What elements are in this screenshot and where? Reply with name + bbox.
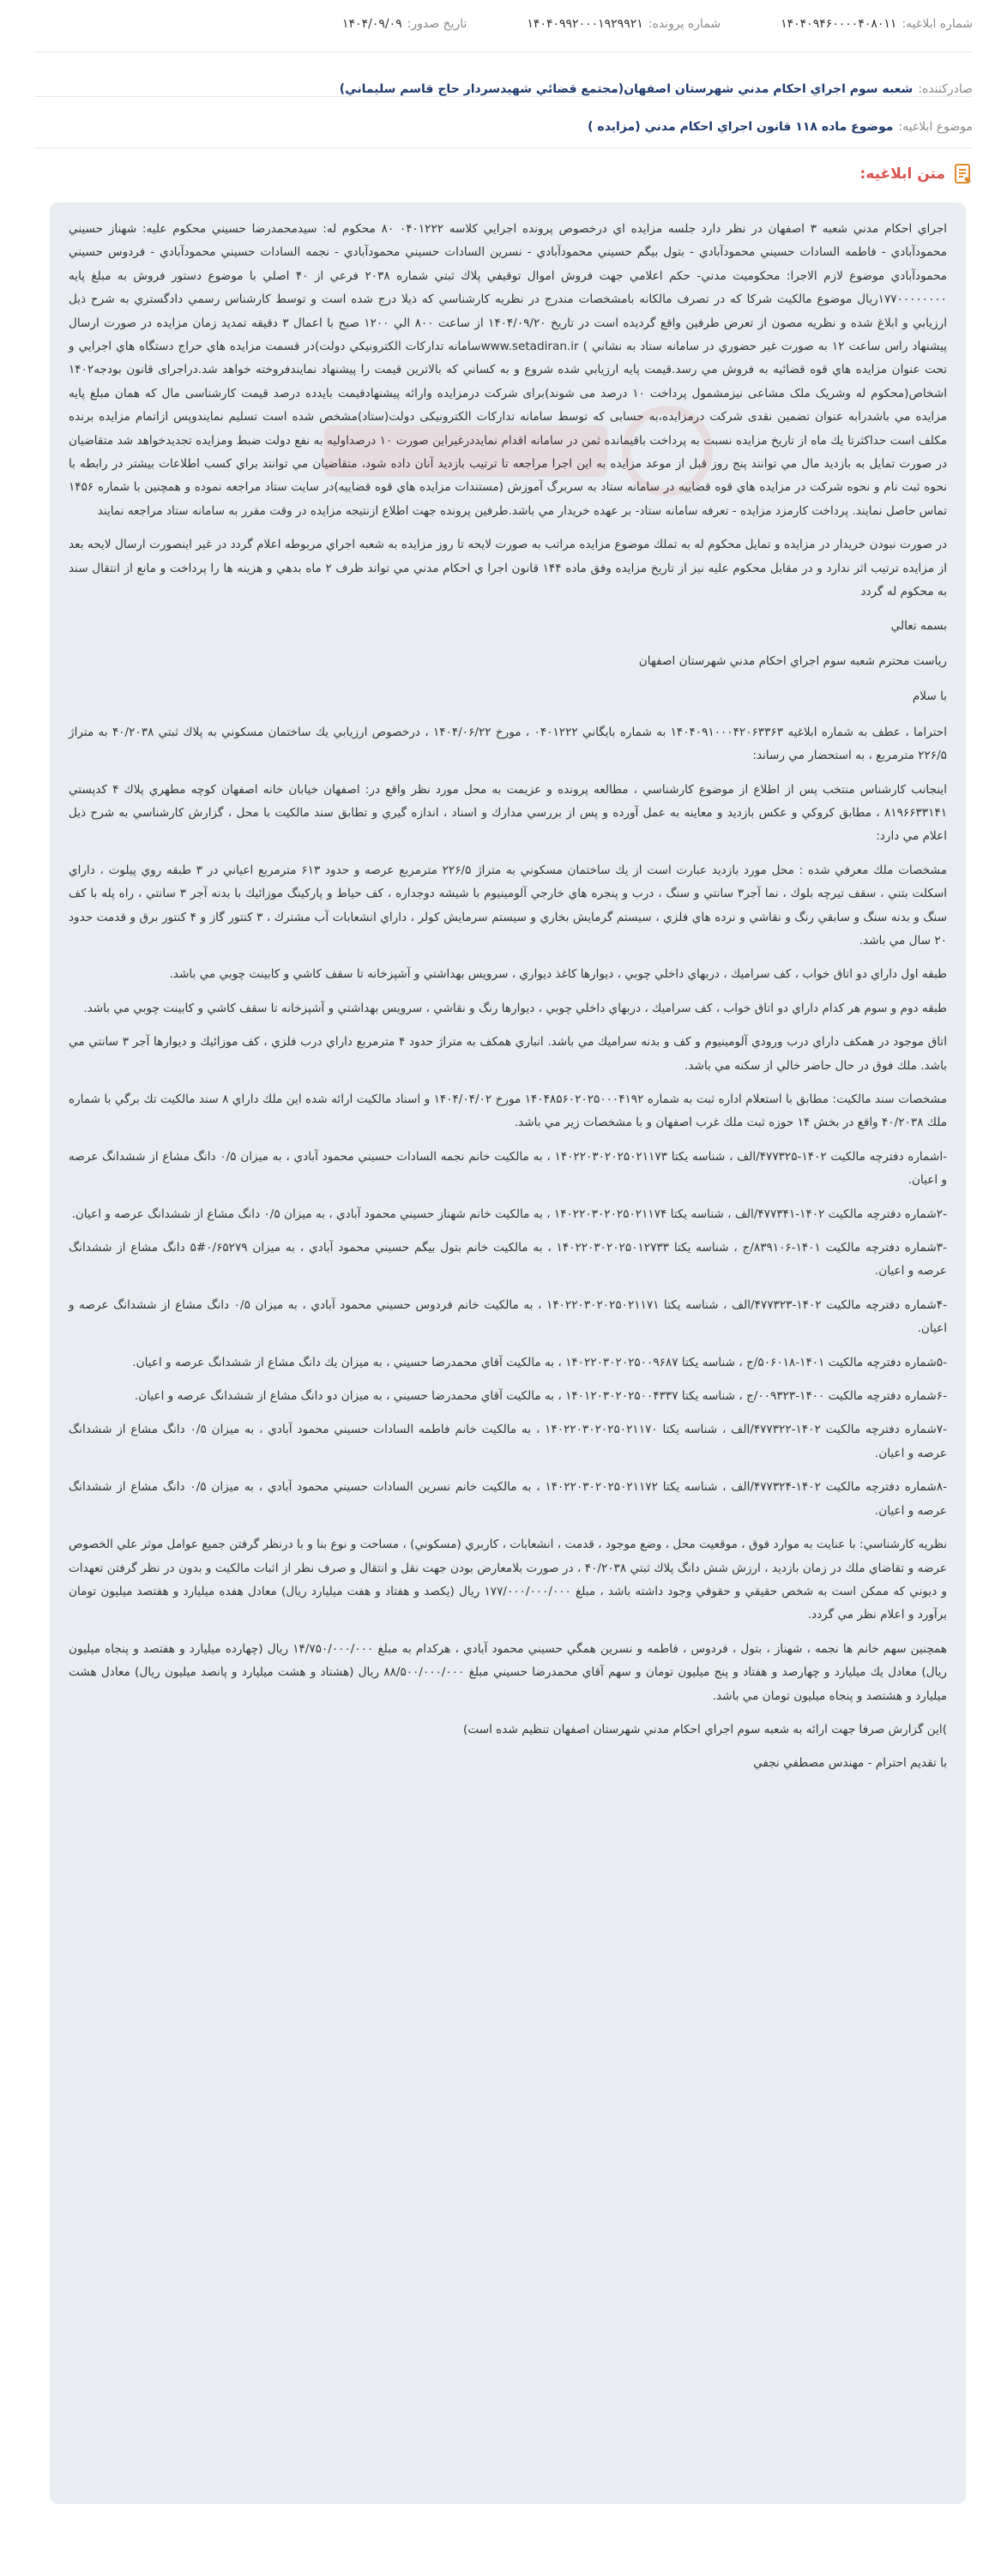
body-paragraph: -۸شماره دفترچه مالكيت ۱۴۰۲-۴۷۷۳۲۴/الف ، شناسه يكتا ۱۴۰۲۲۰۳۰۲۰۲۵۰۲۱۱۷۲ ، به مالكيت خانم نسرين السادات حسيني محمود آبادي ، به ميزان ۰/۵ دانگ مشاع از ششدانگ عرصه و اعيان. bbox=[69, 1480, 947, 1518]
body-paragraph: اينجانب كارشناس منتخب پس از اطلاع از موضوع كارشناسي ، مطالعه پرونده و عزيمت به محل مورد نظر واقع در: اصفهان خيابان خانه اصفهان كوچه مطهري پلاك ۴ كدپستي ۸۱۹۶۶۳۳۱۴۱ ، مطابق كروكي و عكس بازديد و معاينه به عمل آورده و پس از بررسي مدارك و اسناد ، اندازه گيري و تطابق سند مالكيت با محل ، گزارش كارشناسي به شرح ذيل اعلام مي دارد: bbox=[69, 782, 947, 844]
case-number-label: شماره پرونده: bbox=[648, 17, 721, 31]
case-number-value: ۱۴۰۴۰۹۹۲۰۰۰۱۹۲۹۹۲۱ bbox=[527, 17, 643, 31]
body-paragraph: در صورت نبودن خريدار در مزايده و تمايل محكوم له به تملك موضوع مزايده مراتب به صورت لايحه تا روز مزايده به شعبه اجراي مربوطه اعلام گردد در غير اينصورت ارسال لايحه بعد از مزايده ترتيب اثر ندارد و در مقابل محكوم عليه نيز از تاريخ مزايده وفق ماده ۱۴۴ قانون اجرا ي احكام مدني مي تواند ظرف ۲ ماه بدهي و هزينه ها را پرداخت و مانع از انتقال سند به محكوم له گردد bbox=[69, 538, 947, 599]
notice-number-value: ۱۴۰۴۰۹۴۶۰۰۰۰۴۰۸۰۱۱ bbox=[781, 17, 897, 31]
subject bbox=[588, 120, 973, 134]
body-paragraph: مشخصات سند مالكيت: مطابق با استعلام اداره ثبت به شماره ۱۴۰۴۸۵۶۰۲۰۲۵۰۰۰۴۱۹۲ مورخ ۱۴۰۴/۰۴/۰۲ و اسناد مالكيت ارائه شده اين ملك داراي ۸ سند مالكيت تك برگي با شماره ملك ۴۰/۲۰۳۸ واقع در بخش ۱۴ حوزه ثبت ملك غرب اصفهان و با مشخصات زير مي باشد. bbox=[69, 1092, 947, 1130]
issue-date bbox=[342, 17, 467, 31]
issue-date-value: ۱۴۰۴/۰۹/۰۹ bbox=[342, 17, 402, 31]
notice-number-label: شماره ابلاغيه: bbox=[901, 17, 973, 31]
notice-body bbox=[50, 202, 966, 2504]
notice-body-header bbox=[860, 163, 973, 185]
body-paragraph: طبقه اول داراي دو اتاق خواب ، كف سراميك ، دربهاي داخلي چوبي ، ديوارها كاغذ ديواري ، سرويس بهداشتي و آشپزخانه تا سقف كاشي و كابينت چوبي مي باشد. bbox=[169, 967, 947, 982]
body-paragraph: رياست محترم شعبه سوم اجراي احكام مدني شهرستان اصفهان bbox=[638, 653, 947, 668]
issuer-label: صادرکننده: bbox=[918, 82, 973, 96]
subject-label: موضوع ابلاغیه: bbox=[898, 120, 973, 134]
body-paragraph: -۲شماره دفترچه مالكيت ۱۴۰۲-۴۷۷۳۴۱/الف ، شناسه يكتا ۱۴۰۲۲۰۳۰۲۰۲۵۰۲۱۱۷۴ ، به مالكيت خانم شهناز حسيني محمود آبادي ، به ميزان ۰/۵ دانگ مشاع از ششدانگ عرصه و اعيان. bbox=[71, 1207, 947, 1221]
issuer-row bbox=[34, 72, 973, 106]
body-paragraph: -اشماره دفترچه مالكيت ۱۴۰۲-۴۷۷۳۲۵/الف ، شناسه يكتا ۱۴۰۲۲۰۳۰۲۰۲۵۰۲۱۱۷۳ ، به مالكيت خانم نجمه السادات حسيني محمود آبادي ، به ميزان ۰/۵ دانگ مشاع از ششدانگ عرصه و اعيان. bbox=[69, 1149, 947, 1188]
notice-number bbox=[781, 17, 973, 31]
body-paragraph: نظريه كارشناسي: با عنايت به موارد فوق ، موقعيت محل ، وضع موجود ، قدمت ، انشعابات ، كاربري (مسكوني) ، مساحت و نوع بنا و با درنظر گرفتن جميع عوامل موثر علي الخصوص عرضه و تقاضاي ملك در زمان بازديد ، ارزش شش دانگ پلاك ثبتي ۴۰/۲۰۳۸ ، در صورت بلامعارض بودن جهت نقل و انتقال و صرف نظر از اثبات مالكيت و بدون در نظر گرفتن تعهدات و ديوني كه ممكن است به شخص حقيقي و حقوقي وجود داشته باشد ، مبلغ ۱۷۷/۰۰۰/۰۰۰/۰۰۰ ريال (يكصد و هفتاد و هفت ميليارد ريال) معادل هفده ميليارد و هفتصد ميليون تومان برآورد و اعلام نظر مي گردد. bbox=[69, 1538, 948, 1622]
body-paragraph: -۳شماره دفترچه مالكيت ۱۴۰۱-۸۳۹۱۰۶/ج ، شناسه يكتا ۱۴۰۲۲۰۳۰۲۰۲۵۰۱۲۷۳۳ ، به مالكيت خانم بتول بيگم حسيني محمود آبادي ، به ميزان ۰/۶۵۲۷۹#۵ دانگ مشاع از ششدانگ عرصه و اعيان. bbox=[69, 1241, 948, 1279]
subject-row bbox=[34, 110, 973, 144]
notice-body-title: متن ابلاغیه: bbox=[859, 166, 945, 183]
document-icon bbox=[954, 163, 973, 185]
body-paragraph: -۷شماره دفترچه مالكيت ۱۴۰۲-۴۷۷۳۲۲/الف ، شناسه يكتا ۱۴۰۲۲۰۳۰۲۰۲۵۰۲۱۱۷۰ ، به مالكيت خانم فاطمه السادات حسيني محمود آبادي ، به ميزان ۰/۵ دانگ مشاع از ششدانگ عرصه و اعيان. bbox=[69, 1423, 947, 1460]
subject-value: موضوع ماده ۱۱۸ قانون اجراي احكام مدني (مزايده ) bbox=[588, 120, 894, 134]
case-number bbox=[527, 17, 721, 31]
body-paragraph: با تقديم احترام - مهندس مصطفي نجفي bbox=[753, 1756, 947, 1771]
body-paragraph: احتراما ، عطف به شماره ابلاغيه ۱۴۰۴۰۹۱۰۰۰۴۲۰۶۳۳۶۳ به شماره بايگاني ۰۴۰۱۲۲۲ ، مورخ ۱۴۰۴/۰۶/۲۲ ، درخصوص ارزيابي يك ساختمان مسكوني به پلاك ثبتي ۴۰/۲۰۳۸ به متراژ ۲۲۶/۵ مترمربع ، به استحضار مي رساند: bbox=[69, 725, 947, 763]
body-paragraph: با سلام bbox=[912, 689, 947, 704]
issuer-value: شعبه سوم اجراي احكام مدني شهرستان اصفهان(مجتمع قضائي شهيدسردار حاج قاسم سليماني) bbox=[339, 82, 914, 96]
body-paragraph: اجراي احكام مدني شعبه ۳ اصفهان در نظر دارد جلسه مزايده اي درخصوص پرونده اجرايي كلاسه ۰۴۰۱۲۲۲ ۸۰ محکوم له: سیدمحمدرضا حسيني محکوم علیه: شهناز حسيني محمودآبادي - فاطمه السادات حسيني محمودآبادي - بتول بيگم حسيني محمودآبادي - نسرين السادات حسيني محمودآبادي - نجمه السادات حسيني محمودآبادي - فردوس حسيني محمودآبادي موضوع لازم الاجرا: محکومیت مدني- حكم اعلامي جهت فروش اموال توقيفي پلاك ثبتي شماره ۲۰۳۸ فرعي از ۴۰ اصلي با موضوع دستور فروش به مبلغ پايه ۱۷۷۰۰۰۰۰۰۰۰ريال موضوع مالكيت شركا كه در تصرف مالكانه بامشخصات مندرج در نظريه كارشناسي كه ذيلا درج شده است و توسط كارشناس رسمي دادگستري به شرح ذيل ارزيابي و ابلاغ شده و نظريه مصون از تعرض طرفين واقع گرديده است در تاريخ ۱۴۰۴/۰۹/۲۰ از ساعت ۸۰۰ الي ۱۲۰۰ صبح با اعمال ۳ دقيقه تمديد زمان مزايده در صورت ارسال پيشنهاد راس ساعت ۱۲ به صورت غير حضوري در سامانه ستاد به نشاني ) www.setadiran.irسامانه تداركات الكترونيكي دولت)در قسمت مزايده هاي حراج دستگاه هاي اجرايي و تحت عنوان مزايده هاي قوه قضائيه به فروش مي رسد.قيمت پايه ارزيابي شده شروع و به كساني كه بالاترين قيمت را پيشنهاد نمايندفروخته خواهد شد.دراجرای قانون بودجه۱۴۰۲ اشخاص(محکوم له وشریک ملک مشاعی نیزمشمول پرداخت ۱۰ درصد می شوند)برای شرکت درمزایده وارائه پیشنهادقیمت بایدده درصد قیمت کارشناسی مال كه همان مبلغ پايه مزايده مي باشدرابه عنوان تضمين نقدی شرکت درمزایده،به حسابی که توسط سامانه تدارکات الکترونیکی دولت(ستاد)مشخص شده است تسلیم نمایندوپس ازاتمام مزايده برنده مكلف است حداكثرتا يك ماه از تاريخ مزايده نسبت به پرداخت باقيمانده ثمن در سامانه اقدام نمايددرغيراين صورت ۱۰ درصداوليه به نفع دولت ضبط ومزايده تجديدخواهد شد متقاضيان در صورت تمايل به بازديد مال مي توانند پنج روز قبل از موعد مزايده به اين اجرا مراجعه تا ترتيب بازديد آنان داده شود، متقاضيان مي توانند براي كسب اطلاعات بيشتر در رابطه با نحوه ثبت نام و نحوه شركت در مزايده هاي قوه قضاييه در سامانه ستاد به سربرگ آموزش (مستندات مزايده هاي قوه قضاييه)در سايت ستاد مراجعه نموده و همچنين با شماره ۱۴۵۶ تماس حاصل نمايند. پرداخت كارمزد مزايده - تعرفه سامانه ستاد- بر عهده خريدار مي باشد.طرفين پرونده جهت اطلاع ازنتيجه مزايده در وقت مقرر به سامانه ستاد مراجعه نمايند bbox=[69, 222, 948, 518]
body-paragraph: -۵شماره دفترچه مالكيت ۱۴۰۱-۵۰۶۰۱۸/ج ، شناسه يكتا ۱۴۰۲۲۰۳۰۲۰۲۵۰۰۹۶۸۷ ، به مالكيت آقاي محمدرضا حسيني ، به ميزان يك دانگ مشاع از ششدانگ عرصه و اعيان. bbox=[132, 1355, 947, 1369]
divider bbox=[34, 51, 973, 52]
divider bbox=[34, 96, 973, 97]
body-paragraph: بسمه تعالي bbox=[890, 618, 947, 633]
body-paragraph: -۴شماره دفترچه مالكيت ۱۴۰۲-۴۷۷۳۲۳/الف ، شناسه يكتا ۱۴۰۲۲۰۳۰۲۰۲۵۰۲۱۱۷۱ ، به مالكيت خانم فردوس حسيني محمود آبادي ، به ميزان ۰/۵ دانگ مشاع از ششدانگ عرصه و اعيان. bbox=[69, 1297, 947, 1336]
body-paragraph: -۶شماره دفترچه مالكيت ۱۴۰۰-۰۰۹۳۲۳/ج ، شناسه يكتا ۱۴۰۱۲۰۳۰۲۰۲۵۰۰۴۳۳۷ ، به مالكيت آقاي محمدرضا حسيني ، به ميزان دو دانگ مشاع از ششدانگ عرصه و اعيان. bbox=[134, 1389, 947, 1404]
issuer bbox=[340, 82, 973, 96]
body-paragraph: طبقه دوم و سوم هر كدام داراي دو اتاق خواب ، كف سراميك ، دربهاي داخلي چوبي ، ديوارها رنگ و نقاشي ، سرويس بهداشتي و آشپزخانه تا سقف كاشي و كابينت چوبي مي باشد. bbox=[83, 1001, 947, 1015]
issue-date-label: تاريخ صدور: bbox=[407, 17, 467, 31]
body-paragraph: مشخصات ملك معرفي شده : محل مورد بازديد عبارت است از يك ساختمان مسكوني به متراژ ۲۲۶/۵ مترمربع عرصه و حدود ۶۱۳ مترمربع اعياني در ۳ طبقه روي پيلوت ، داراي اسكلت بتني ، سقف تيرچه بلوك ، نما آجر۳ سانتي و سنگ ، درب و پنجره هاي خارجي آلومينيوم با شيشه دوجداره ، كف حياط و پاركينگ موزائيك با بدنه آجر ۳ سانتي ، راه پله با كف سنگ و بدنه سنگ و سابقي رنگ و نقاشي و نرده هاي فلزي ، سيستم گرمايش بخاري و سيستم سرمايش كولر ، داراي انشعابات آب مشترك ، ۳ كنتور گاز و ۴ كنتور برق و قدمت حدود ۲۰ سال مي باشد. bbox=[69, 863, 947, 948]
body-paragraph: )اين گزارش صرفا جهت ارائه به شعبه سوم اجراي احكام مدني شهرستان اصفهان تنظيم شده است) bbox=[463, 1722, 947, 1736]
divider bbox=[34, 147, 973, 148]
body-paragraph: همچنين سهم خانم ها نجمه ، شهناز ، بتول ، فردوس ، فاطمه و نسرين همگي حسيني محمود آبادي ، هركدام به مبلغ ۱۴/۷۵۰/۰۰۰/۰۰۰ ريال (چهارده ميليارد و هفتصد و پنجاه ميليون ريال) معادل يك ميليارد و چهارصد و هفتاد و پنج ميليون تومان و سهم آقاي محمدرضا حسيني مبلغ ۸۸/۵۰۰/۰۰۰/۰۰۰ ريال (هشتاد و هشت ميليارد و پانصد ميليون ريال) معادل هشت ميليارد و هشتصد و پنجاه ميليون تومان مي باشد. bbox=[69, 1641, 947, 1703]
notice-meta-row bbox=[34, 7, 973, 41]
body-paragraph: اتاق موجود در همكف داراي درب ورودي آلومينيوم و كف و بدنه سراميك مي باشد. انباري همكف به متراژ حدود ۴ مترمربع داراي درب فلزي ، كف موزائيك و ديوارها آجر ۳ سانتي مي باشد. ملك فوق در حال حاضر خالي از سكنه مي باشد. bbox=[69, 1035, 947, 1073]
